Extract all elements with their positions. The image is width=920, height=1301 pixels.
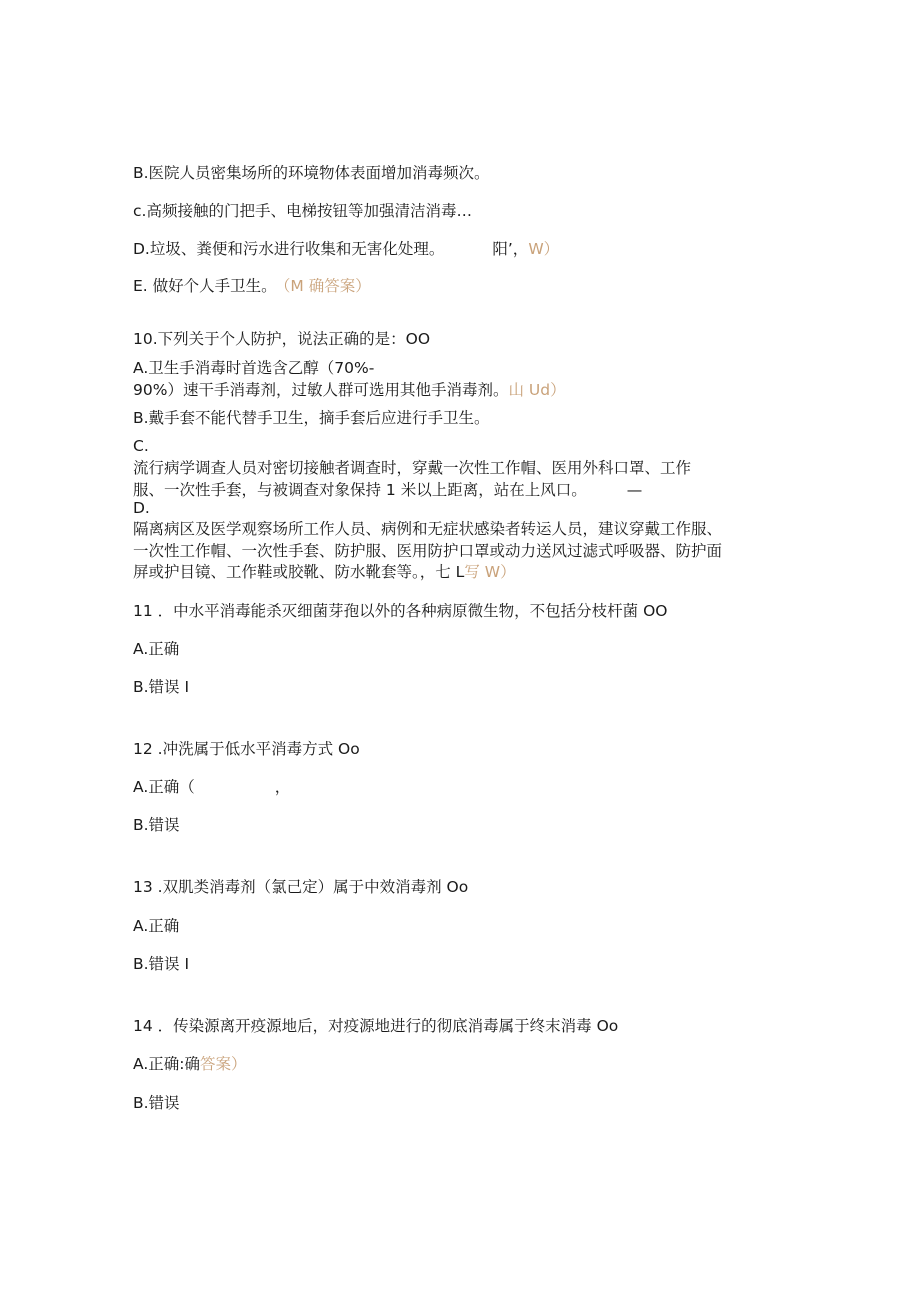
q9-option-e-answer-mark: （M 确答案） <box>282 277 371 295</box>
q12-stem: 12 .冲洗属于低水平消毒方式 Oo <box>133 740 360 758</box>
q10-option-c-label: C. <box>133 437 149 455</box>
q10-option-c-line2-text: 服、一次性手套，与被调查对象保持 1 米以上距离，站在上风口。 <box>133 481 587 499</box>
q13-option-a: A.正确 <box>133 917 180 935</box>
q10-option-a-line2-text: 90%）速干手消毒剂，过敏人群可选用其他手消毒剂。 <box>133 381 509 399</box>
q9-option-d-answer-mark: W） <box>528 240 560 258</box>
q9-option-d <box>133 239 559 259</box>
q14-option-b: B.错误 <box>133 1094 180 1112</box>
q12-option-a-tail: ， <box>274 778 291 796</box>
q9-option-d-text: D.垃圾、粪便和污水进行收集和无害化处理。 <box>133 240 445 258</box>
q10-option-a-line2 <box>133 380 566 400</box>
q10-option-c-line2 <box>133 480 642 500</box>
q10-option-b: B.戴手套不能代替手卫生，摘手套后应进行手卫生。 <box>133 409 490 427</box>
q9-option-c: c.高频接触的门把手、电梯按钮等加强清洁消毒… <box>133 202 472 220</box>
q11-option-b: B.错误 I <box>133 678 190 696</box>
q10-option-d-line3-text: 屏或护目镜、工作鞋或胶靴、防水靴套等。，七 L <box>133 563 465 581</box>
q10-option-d-line3 <box>133 562 516 582</box>
q9-option-d-tail: 阳’， <box>492 240 529 258</box>
q10-option-c-line1: 流行病学调查人员对密切接触者调查时，穿戴一次性工作帽、医用外科口罩、工作 <box>133 459 692 477</box>
q11-stem: 11 ．中水平消毒能杀灭细菌芽孢以外的各种病原微生物，不包括分枝杆菌 OO <box>133 602 668 620</box>
q10-option-a-answer-mark: 山 Ud） <box>508 381 566 399</box>
q14-option-a-answer-mark: 答案） <box>199 1055 247 1073</box>
q10-option-c-dash: — <box>626 481 643 499</box>
q10-option-d-answer-mark: 写 W） <box>464 563 516 581</box>
q10-stem: 10.下列关于个人防护，说法正确的是：OO <box>133 330 431 348</box>
q10-option-d-label: D. <box>133 499 150 517</box>
q12-option-a-text: A.正确（ <box>133 778 195 796</box>
q12-option-b: B.错误 <box>133 816 180 834</box>
q10-option-d-line1: 隔离病区及医学观察场所工作人员、病例和无症状感染者转运人员，建议穿戴工作服、 <box>133 520 723 538</box>
q14-stem: 14 ．传染源离开疫源地后，对疫源地进行的彻底消毒属于终末消毒 Oo <box>133 1017 619 1035</box>
q14-option-a-text: A.正确:确 <box>133 1055 200 1073</box>
q9-option-e <box>133 276 371 296</box>
q13-option-b: B.错误 I <box>133 955 190 973</box>
q9-option-b: B.医院人员密集场所的环境物体表面增加消毒频次。 <box>133 164 490 182</box>
q14-option-a <box>133 1054 247 1074</box>
q10-option-a-line1: A.卫生手消毒时首选含乙醇（70%- <box>133 359 375 377</box>
q12-option-a <box>133 777 290 797</box>
q10-option-d-line2: 一次性工作帽、一次性手套、防护服、医用防护口罩或动力送风过滤式呼吸器、防护面 <box>133 542 723 560</box>
q11-option-a: A.正确 <box>133 640 180 658</box>
q9-option-e-text: E. 做好个人手卫生。 <box>133 277 277 295</box>
q13-stem: 13 .双肌类消毒剂（氯己定）属于中效消毒剂 Oo <box>133 878 469 896</box>
